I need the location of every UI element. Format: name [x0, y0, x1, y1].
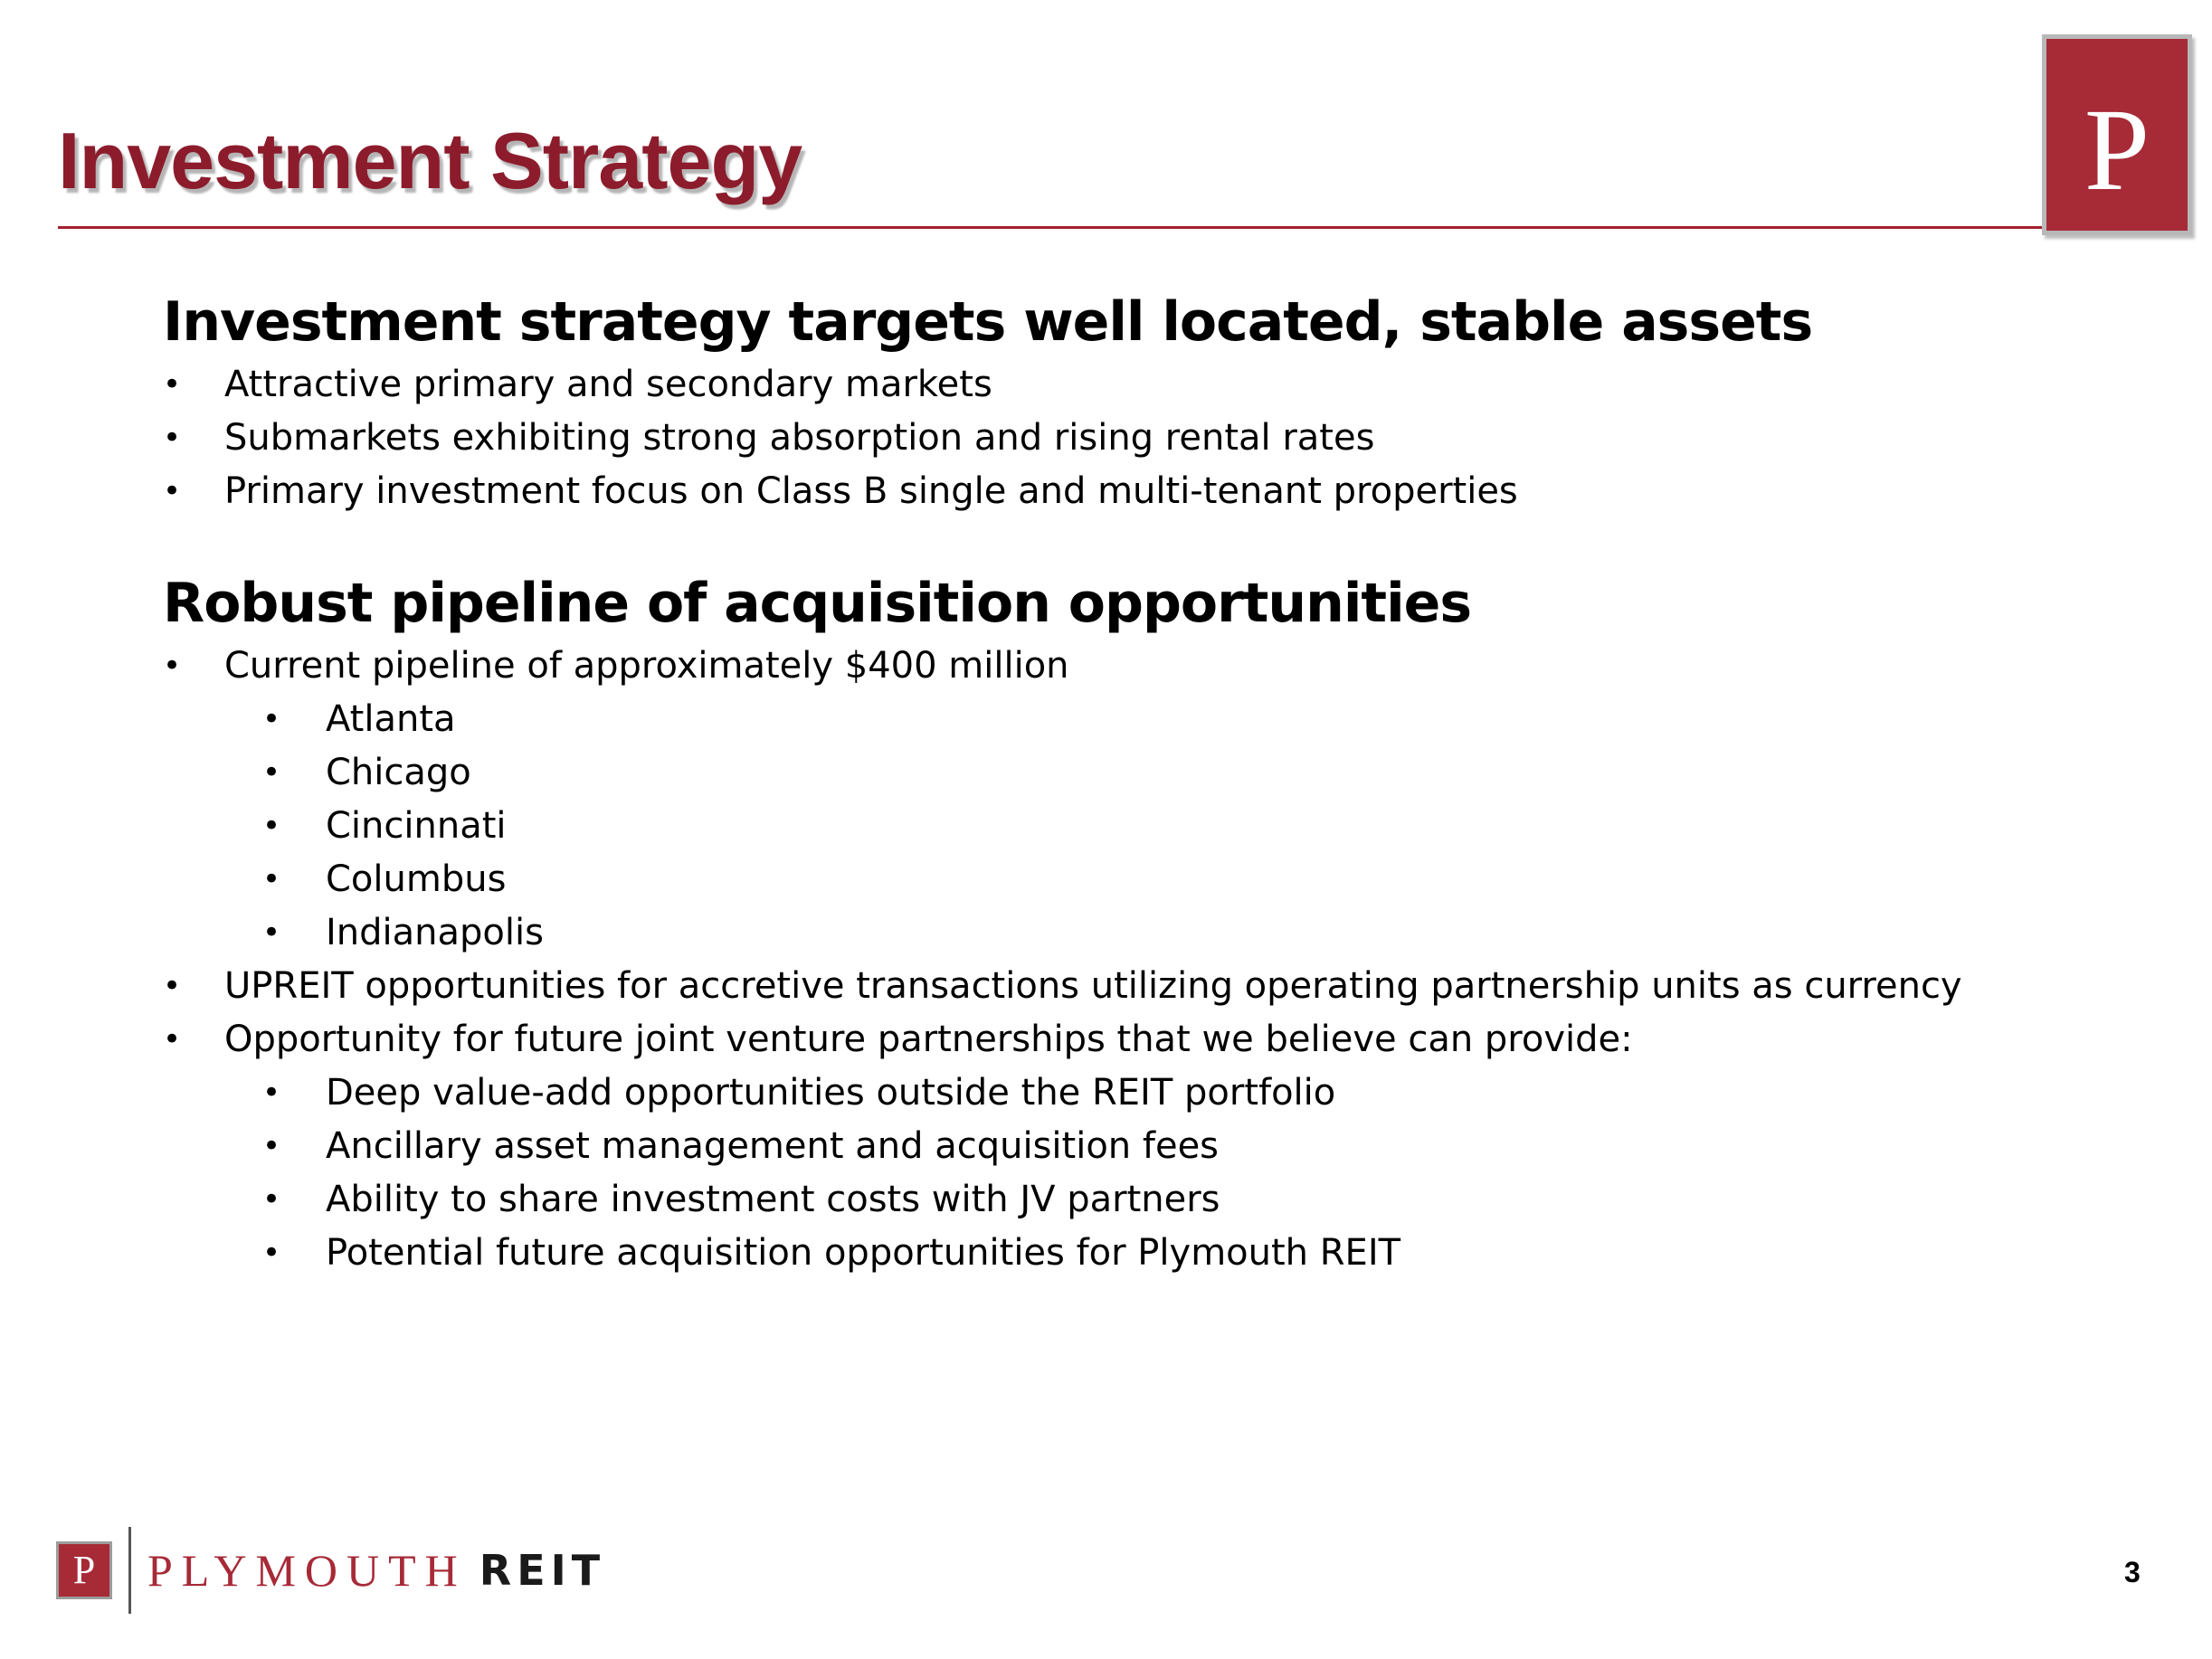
pipeline-bullet-list [163, 640, 2045, 693]
footer-brand-name: PLYMOUTH [147, 1545, 467, 1596]
bullet-icon: • [262, 754, 281, 791]
bullet-icon: • [262, 915, 281, 951]
list-item [262, 1066, 2045, 1120]
list-item [163, 640, 2045, 693]
list-item [163, 412, 2045, 465]
list-item [262, 853, 2045, 906]
bullet-text: Primary investment focus on Class B single and multi-tenant properties [224, 470, 1518, 512]
footer-logo-mark: P [56, 1541, 112, 1599]
strategy-bullet-list [163, 358, 2045, 518]
bullet-icon: • [262, 808, 281, 844]
bullet-icon: • [262, 861, 281, 897]
bullet-icon: • [163, 1021, 182, 1057]
bullet-icon: • [163, 648, 182, 684]
bullet-text: Ancillary asset management and acquisition fees [326, 1125, 1220, 1167]
bullet-icon: • [262, 1128, 281, 1164]
section-heading-strategy: Investment strategy targets well located, stable assets [163, 290, 1813, 354]
bullet-text: Submarkets exhibiting strong absorption and rising rental rates [224, 417, 1375, 459]
plymouth-logo-badge: P [2042, 34, 2192, 235]
bullet-icon: • [163, 366, 182, 403]
bullet-text: Potential future acquisition opportunities for Plymouth REIT [326, 1232, 1401, 1274]
bullet-icon: • [262, 1181, 281, 1218]
bullet-text: Ability to share investment costs with JV partners [326, 1179, 1220, 1220]
market-name: Cincinnati [326, 805, 507, 847]
slide-title: Investment Strategy [58, 116, 802, 205]
bullet-text: Deep value-add opportunities outside the REIT portfolio [326, 1072, 1336, 1114]
list-item [262, 693, 2045, 746]
list-item [163, 358, 2045, 412]
bullet-icon: • [163, 968, 182, 1004]
bullet-text: Opportunity for future joint venture partnerships that we believe can provide: [224, 1019, 1633, 1060]
market-name: Atlanta [326, 698, 456, 740]
list-item [163, 465, 2045, 518]
footer-brand-logo [56, 1525, 605, 1616]
bullet-text: Attractive primary and secondary markets [224, 364, 992, 405]
market-name: Indianapolis [326, 912, 544, 953]
list-item [262, 800, 2045, 853]
list-item [262, 746, 2045, 800]
bullet-icon: • [262, 1235, 281, 1271]
list-item [262, 1227, 2045, 1280]
list-item [262, 906, 2045, 960]
bullet-icon: • [163, 473, 182, 509]
list-item [262, 1173, 2045, 1227]
list-item [262, 1120, 2045, 1173]
footer-logo-divider [128, 1527, 131, 1614]
bullet-icon: • [262, 1075, 281, 1111]
bullet-icon: • [163, 420, 182, 456]
pipeline-bullet-list-continued [163, 960, 2045, 1066]
pipeline-markets-list [163, 693, 2045, 960]
market-name: Chicago [326, 752, 471, 793]
list-item [163, 960, 2045, 1013]
bullet-text: UPREIT opportunities for accretive transactions utilizing operating partnership units as currency [224, 965, 1962, 1007]
slide-content [163, 286, 2045, 1280]
bullet-text: Current pipeline of approximately $400 million [224, 645, 1069, 687]
bullet-icon: • [262, 701, 281, 737]
footer-brand-suffix: REIT [479, 1546, 606, 1595]
list-item [163, 1013, 2045, 1066]
market-name: Columbus [326, 858, 507, 900]
jv-benefits-list [163, 1066, 2045, 1280]
section-heading-pipeline: Robust pipeline of acquisition opportunities [163, 572, 1472, 635]
page-number: 3 [2124, 1556, 2141, 1588]
title-divider [58, 226, 2048, 229]
